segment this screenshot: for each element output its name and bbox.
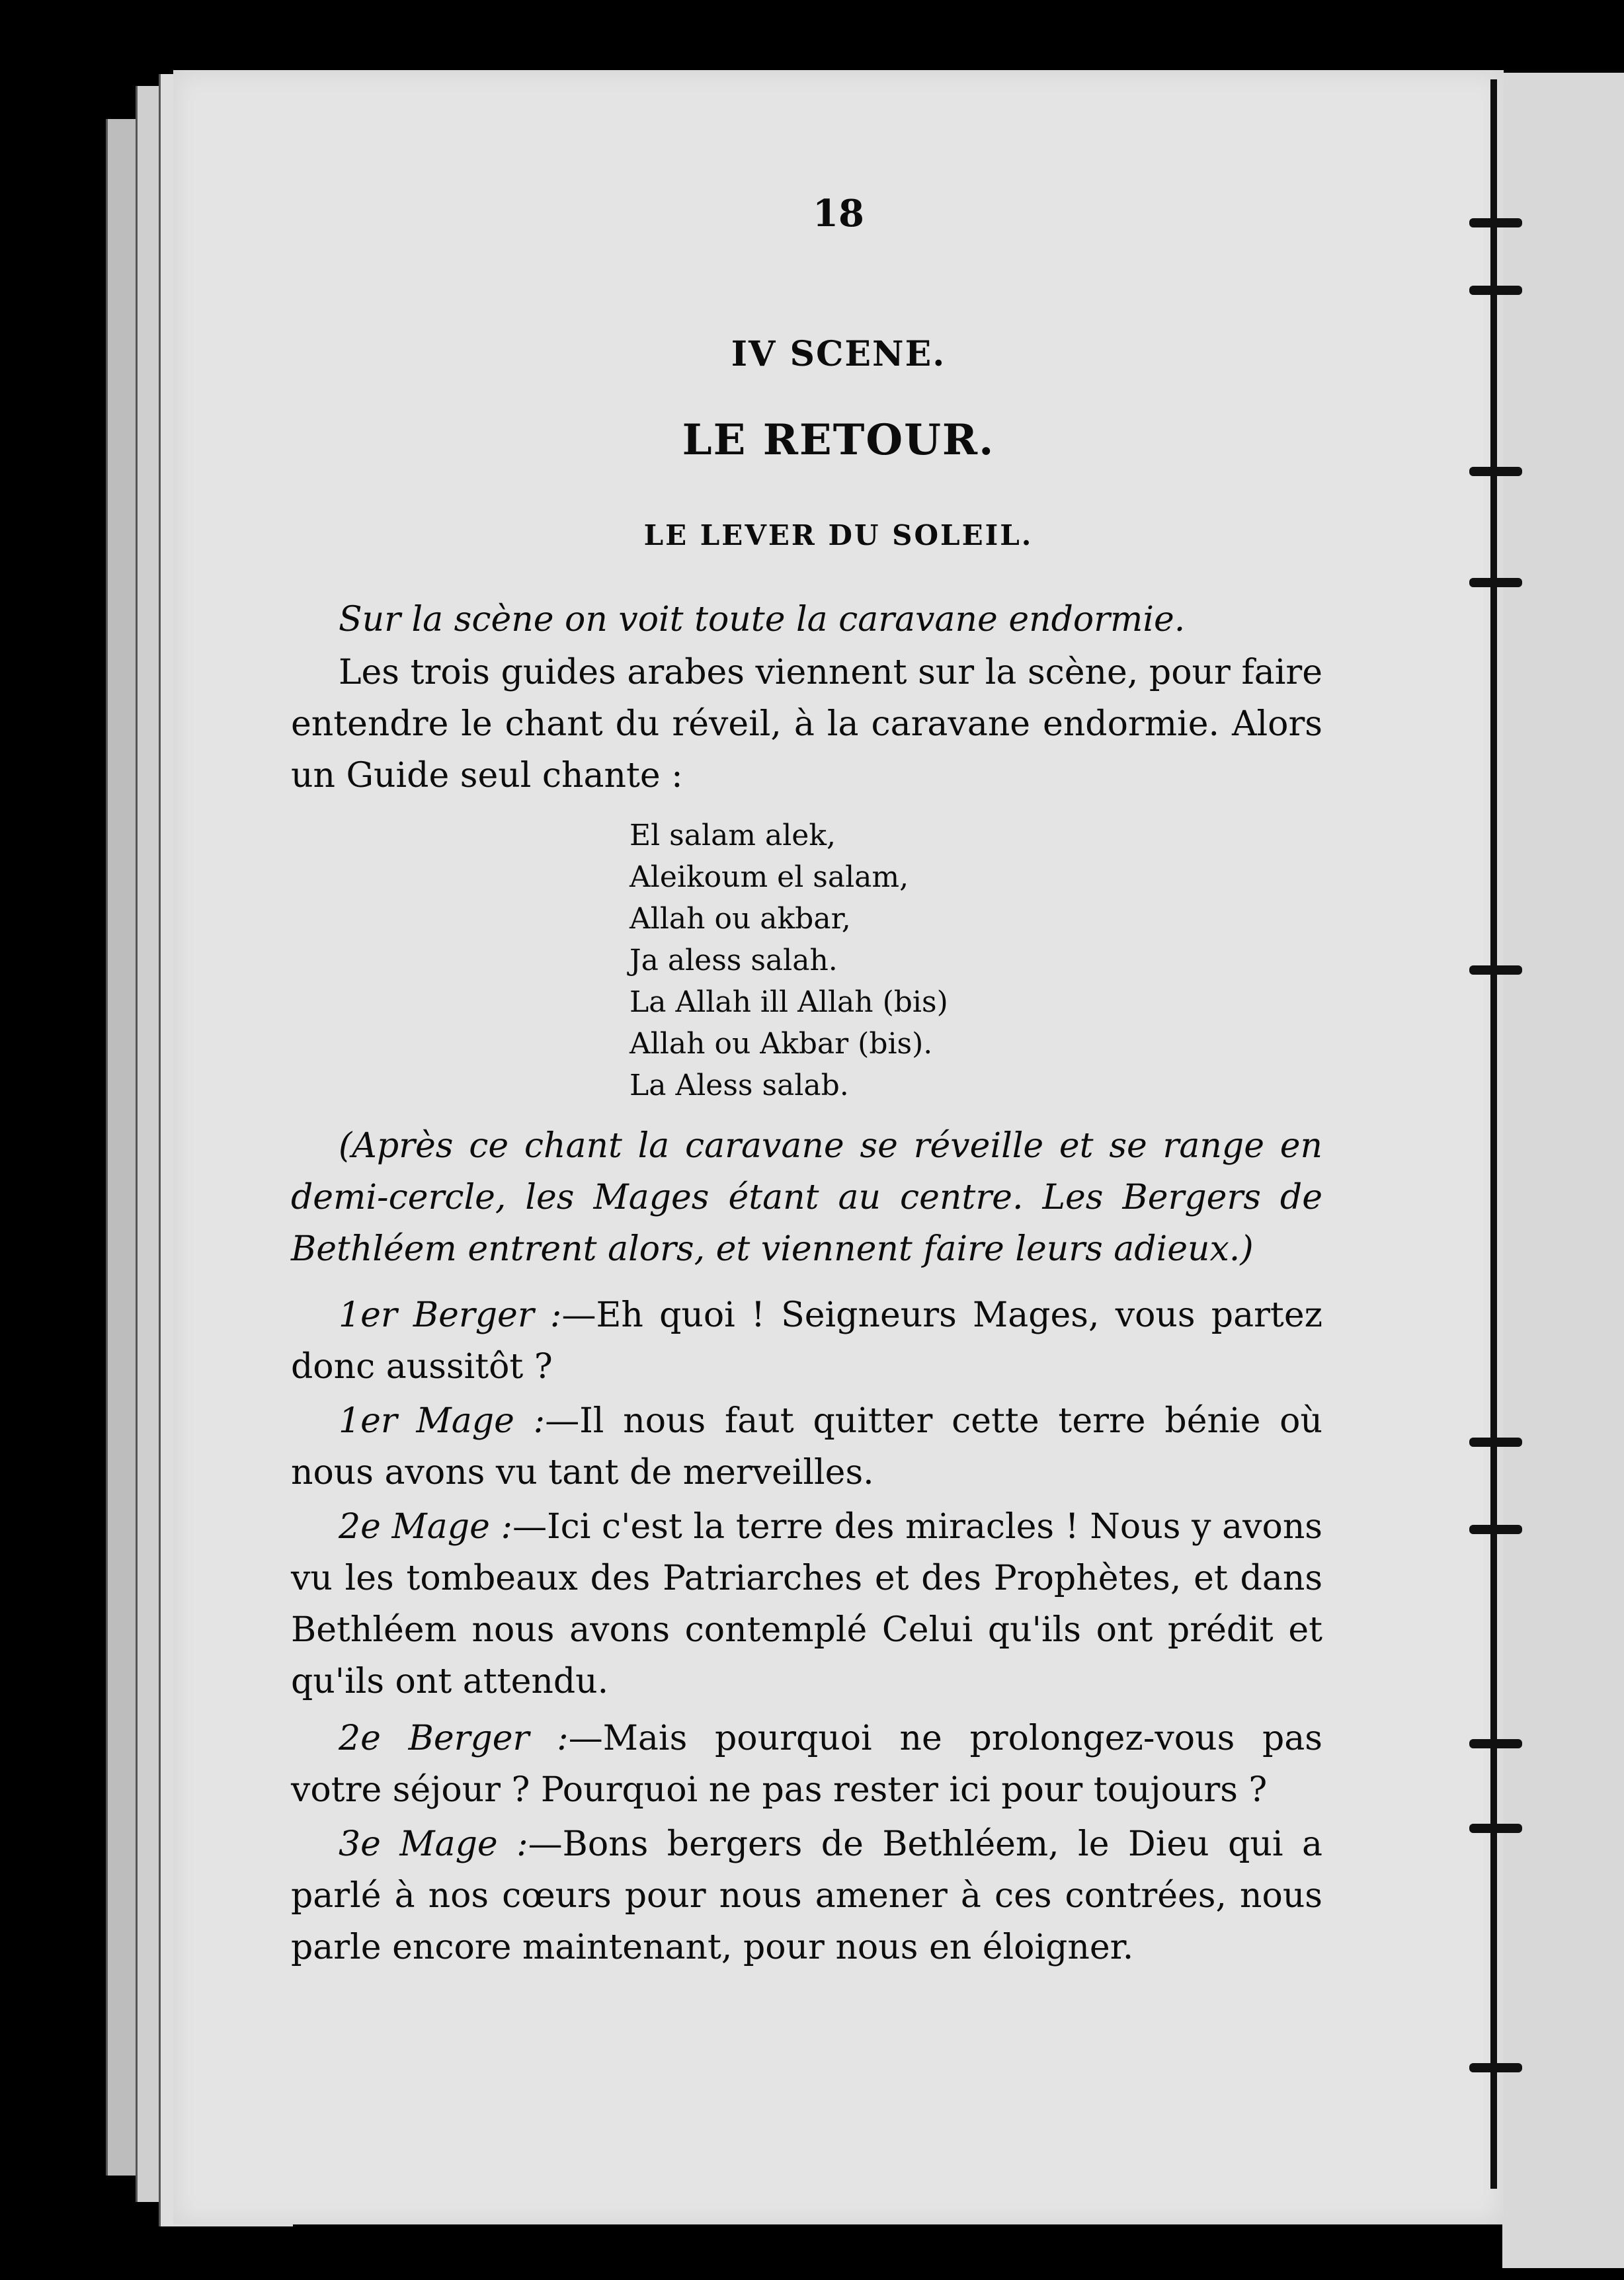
speaker-label: 2e Berger : xyxy=(339,1719,569,1758)
scene-number: IV SCENE. xyxy=(731,334,946,374)
binding-stitch xyxy=(1469,286,1522,295)
binding-stitch xyxy=(1469,1739,1522,1748)
scene-subtitle: LE LEVER DU SOLEIL. xyxy=(643,519,1034,551)
dialogue-line xyxy=(291,1289,1322,1393)
song-line: La Aless salab. xyxy=(629,1069,849,1102)
stage-direction: (Après ce chant la caravane se réveille et se range en demi-cercle, les Mages étant au centre. Les Bergers de Bethléem entrent alors, et viennent faire leurs adieux.) xyxy=(291,1126,1322,1269)
dialogue-line xyxy=(291,1818,1322,1973)
binding-stitch xyxy=(1469,1438,1522,1447)
song-line: El salam alek, xyxy=(629,819,836,852)
binding-stitch xyxy=(1469,965,1522,975)
dialogue-text: —Bons bergers de Bethléem, le Dieu qui a parlé à nos cœurs pour nous amener à ces contrées, nous parle encore maintenant, pour nous en éloigner. xyxy=(291,1824,1322,1967)
dialogue-line xyxy=(291,1395,1322,1498)
facing-page-edge xyxy=(1502,73,1624,2268)
song-line: La Allah ill Allah (bis) xyxy=(629,985,948,1019)
scene-title: LE RETOUR. xyxy=(682,415,995,465)
song-line: Aleikoum el salam, xyxy=(629,860,909,894)
dialogue-line xyxy=(291,1501,1322,1707)
binding-stitch xyxy=(1469,1525,1522,1534)
binding-stitch xyxy=(1469,2063,1522,2072)
song-line: Allah ou akbar, xyxy=(629,902,851,936)
dialogue-text: —Mais pourquoi ne prolongez-vous pas votre séjour ? Pourquoi ne pas rester ici pour toujours ? xyxy=(291,1719,1322,1810)
binding-stitch xyxy=(1469,467,1522,476)
speaker-label: 1er Mage : xyxy=(339,1401,546,1441)
speaker-label: 2e Mage : xyxy=(339,1507,513,1547)
dialogue-text: —Eh quoi ! Seigneurs Mages, vous partez donc aussitôt ? xyxy=(291,1295,1322,1387)
dialogue-text: —Ici c'est la terre des miracles ! Nous y avons vu les tombeaux des Patriarches et des Prophètes, et dans Bethléem nous avons contemplé Celui qu'ils ont prédit et qu'ils ont attendu. xyxy=(291,1507,1322,1701)
binding-stitch xyxy=(1469,578,1522,587)
speaker-label: 1er Berger : xyxy=(339,1295,562,1335)
binding-stitch xyxy=(1469,1824,1522,1833)
dialogue-line xyxy=(291,1713,1322,1816)
song-verses xyxy=(629,815,948,1106)
intro-paragraph: Les trois guides arabes viennent sur la scène, pour faire entendre le chant du réveil, à la caravane endormie. Alors un Guide seul chante : xyxy=(291,653,1322,795)
binding-line xyxy=(1490,79,1497,2189)
speaker-label: 3e Mage : xyxy=(339,1824,528,1864)
song-line: Allah ou Akbar (bis). xyxy=(629,1027,933,1061)
dialogue-text: —Il nous faut quitter cette terre bénie où nous avons vu tant de merveilles. xyxy=(291,1401,1322,1492)
stage-direction: Sur la scène on voit toute la caravane endormie. xyxy=(339,600,1186,639)
song-line: Ja aless salah. xyxy=(629,944,838,977)
page-number: 18 xyxy=(813,192,864,235)
